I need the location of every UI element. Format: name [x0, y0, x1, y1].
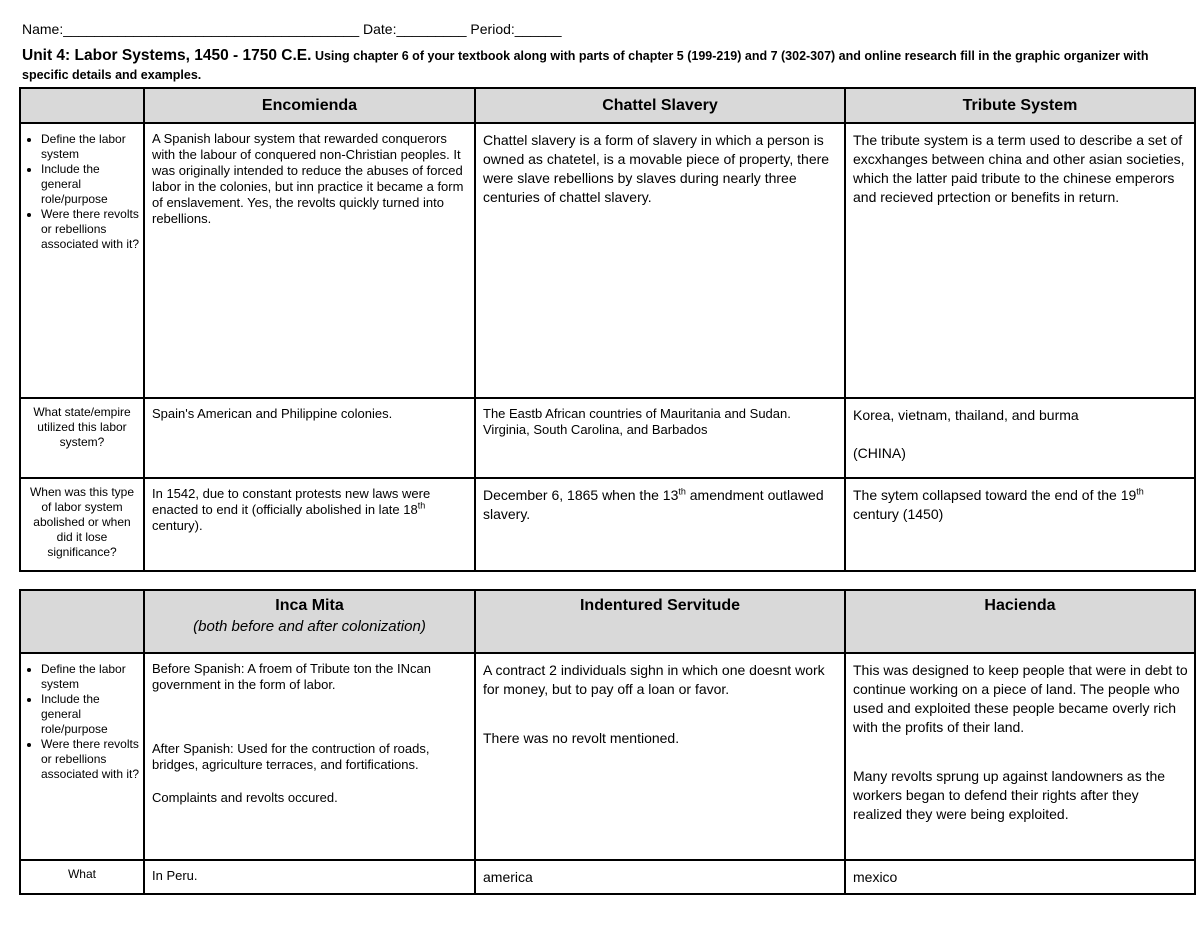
- hacienda-p2: Many revolts sprung up against landowners as the workers began to defend their rights after they realized they were being exploited.: [853, 768, 1166, 822]
- col-header-tribute-system: Tribute System: [845, 88, 1195, 123]
- table-header-row: [20, 590, 1195, 653]
- cell-chattel-define[interactable]: Chattel slavery is a form of slavery in which a person is owned as chatetel, is a movable piece of property, there were slave rebellions by slaves during nearly three centuries of chattel slavery.: [475, 123, 845, 398]
- superscript: th: [417, 500, 426, 511]
- cell-indentured-define[interactable]: [475, 653, 845, 860]
- superscript: th: [1136, 486, 1144, 497]
- col-header-hacienda: Hacienda: [845, 590, 1195, 653]
- text: In 1542, due to constant protests new laws were enacted to end it (officially abolished in late 18: [152, 486, 431, 517]
- text: century).: [152, 518, 203, 533]
- label-item: • Include the general role/purpose: [41, 162, 141, 207]
- text: The sytem collapsed toward the end of the 19: [853, 487, 1137, 503]
- table-header-row: [20, 88, 1195, 123]
- cell-encomienda-define[interactable]: A Spanish labour system that rewarded conquerors with the labour of conquered non-Christian peoples. It was originally intended to reduce the abuses of forced labor in the colonies, but inn practice it became a form of enslavement. Yes, the revolts quickly turned into rebellions.: [144, 123, 475, 398]
- row-label-define: [20, 123, 144, 398]
- hacienda-p1: This was designed to keep people that were in debt to continue working on a piece of land. The people who used and exploited these people became overly rich with the profits of their land.: [853, 662, 1188, 735]
- table-row: [20, 123, 1195, 398]
- row-label-state: What state/empire utilized this labor system?: [20, 398, 144, 478]
- cell-tribute-state[interactable]: [845, 398, 1195, 478]
- cell-indentured-state[interactable]: america: [475, 860, 845, 894]
- label-item: • Define the labor system: [41, 132, 141, 162]
- cell-hacienda-define[interactable]: [845, 653, 1195, 860]
- corner-cell: [20, 590, 144, 653]
- superscript: th: [678, 486, 686, 497]
- label-item: • Include the general role/purpose: [41, 692, 141, 737]
- col-header-inca-mita: [144, 590, 475, 653]
- table-row: [20, 653, 1195, 860]
- indentured-p2: There was no revolt mentioned.: [483, 730, 680, 746]
- cell-chattel-state[interactable]: The Eastb African countries of Mauritania and Sudan. Virginia, South Carolina, and Barbados: [475, 398, 845, 478]
- col-header-chattel-slavery: Chattel Slavery: [475, 88, 845, 123]
- unit-title: Unit 4: Labor Systems, 1450 - 1750 C.E.: [22, 47, 312, 64]
- cell-tribute-when[interactable]: [845, 478, 1195, 571]
- name-date-period-line: Name:______________________________________ Date:_________ Period:______: [22, 21, 562, 37]
- row-label-when: When was this type of labor system abolished or when did it lose significance?: [20, 478, 144, 571]
- row-label-define: [20, 653, 144, 860]
- cell-inca-define[interactable]: [144, 653, 475, 860]
- table-row: [20, 478, 1195, 571]
- tribute-state-p2: (CHINA): [853, 445, 906, 461]
- row-label-state: What: [20, 860, 144, 894]
- instructions: Using chapter 6 of your textbook along with parts of chapter 5 (199-219) and 7 (302-307) and online research fill in the graphic organizer with specific details and examples.: [22, 49, 1149, 82]
- corner-cell: [20, 88, 144, 123]
- cell-tribute-define[interactable]: The tribute system is a term used to describe a set of excxhanges between china and other asian societies, which the latter paid tribute to the chinese emperors and recieved prtection or benefits in return.: [845, 123, 1195, 398]
- col-header-encomienda: Encomienda: [144, 88, 475, 123]
- cell-hacienda-state[interactable]: mexico: [845, 860, 1195, 894]
- cell-encomienda-when[interactable]: [144, 478, 475, 571]
- inca-mita-subtitle: (both before and after colonization): [193, 618, 426, 635]
- cell-chattel-when[interactable]: [475, 478, 845, 571]
- table-row: [20, 860, 1195, 894]
- label-item: • Were there revolts or rebellions associated with it?: [41, 737, 141, 782]
- organizer-table-1: [19, 87, 1196, 572]
- page-title: [22, 46, 1187, 85]
- cell-inca-state[interactable]: In Peru.: [144, 860, 475, 894]
- cell-encomienda-state[interactable]: Spain's American and Philippine colonies.: [144, 398, 475, 478]
- organizer-table-2: [19, 589, 1196, 895]
- table-row: [20, 398, 1195, 478]
- inca-p1: Before Spanish: A froem of Tribute ton the INcan government in the form of labor.: [152, 661, 431, 692]
- indentured-p1: A contract 2 individuals sighn in which one doesnt work for money, but to pay off a loan or favor.: [483, 662, 825, 697]
- label-item: • Were there revolts or rebellions associated with it?: [41, 207, 141, 252]
- tribute-state-p1: Korea, vietnam, thailand, and burma: [853, 407, 1079, 423]
- inca-p3: Complaints and revolts occured.: [152, 790, 338, 805]
- col-header-indentured-servitude: Indentured Servitude: [475, 590, 845, 653]
- text: century (1450): [853, 506, 944, 522]
- inca-mita-title: Inca Mita: [275, 597, 344, 614]
- text: amendment outlawed slavery.: [483, 487, 824, 522]
- text: December 6, 1865 when the 13: [483, 487, 679, 503]
- inca-p2: After Spanish: Used for the contruction of roads, bridges, agriculture terraces, and fortifications.: [152, 741, 430, 772]
- label-item: • Define the labor system: [41, 662, 141, 692]
